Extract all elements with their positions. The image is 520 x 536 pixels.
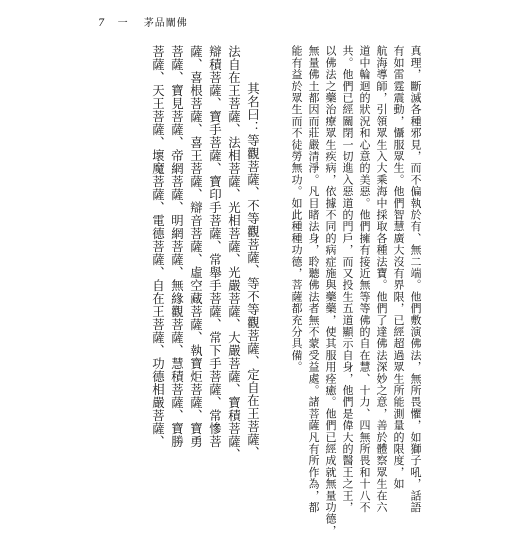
chapter-title: 一 茅品闡佛 (117, 18, 188, 29)
text-column: 道中輪迴的狀況和心意的美惡。他們擁有接近無等等佛的自在慧、十力、四無所畏和十八不 (358, 45, 371, 513)
running-header (98, 14, 188, 29)
text-column: 真理，斷滅各種邪見，而不偏執於有、無二端。他們敷演佛法，無所畏懼，如獅子吼，話語 (409, 45, 422, 513)
text-column: 以佛法之藥治療眾生疾病，依據不同的病症施與藥藥，使其服用痊癒。他們已經成就無量功德， (324, 45, 337, 536)
page-number: 7 (98, 18, 105, 29)
text-column: 辯積菩薩、寶手菩薩、寶印手菩薩、常舉手菩薩、常下手菩薩、常慘菩 (207, 45, 223, 448)
text-column: 共。他們已經關閉一切進入惡道的門戶，而又投生五道顯示自身，他們是偉大的醫王之王， (341, 45, 354, 513)
text-column: 其名曰：等觀菩薩、不等觀菩薩、等不等觀菩薩、定自在王菩薩、 (245, 82, 261, 459)
text-column: 菩薩、天王菩薩、壞魔菩薩、電德菩薩、自在王菩薩、功德相嚴菩薩、 (150, 45, 166, 448)
text-column: 法自在王菩薩、法相菩薩、光相菩薩、光嚴菩薩、大嚴菩薩、寶積菩薩、 (226, 45, 242, 461)
text-column: 無量佛土都因而莊嚴清淨。凡目睹法身，聆聽佛法者無不蒙受益處。諸菩薩凡有所作為，都 (307, 45, 320, 513)
text-column: 航海導師，引領眾生入大乘海中採取各種法寶。他們了達佛法深妙之意，善於體察眾生在六 (375, 45, 388, 513)
text-column: 能有益於眾生而不徒勞無功。如此種種功德，菩薩都充分具備。 (290, 45, 303, 373)
text-column: 薩、喜根菩薩、喜王菩薩、辯音菩薩、虛空藏菩薩、執寶炬菩薩、寶勇 (188, 45, 204, 448)
text-column: 菩薩、寶見菩薩、帝網菩薩、明網菩薩、無緣觀菩薩、慧積菩薩、寶勝 (169, 45, 185, 448)
text-column: 有如雷霆震動，懾服眾生。他們智慧廣大沒有界限，已經超過眾生所能測量的限度，如 (392, 45, 405, 490)
